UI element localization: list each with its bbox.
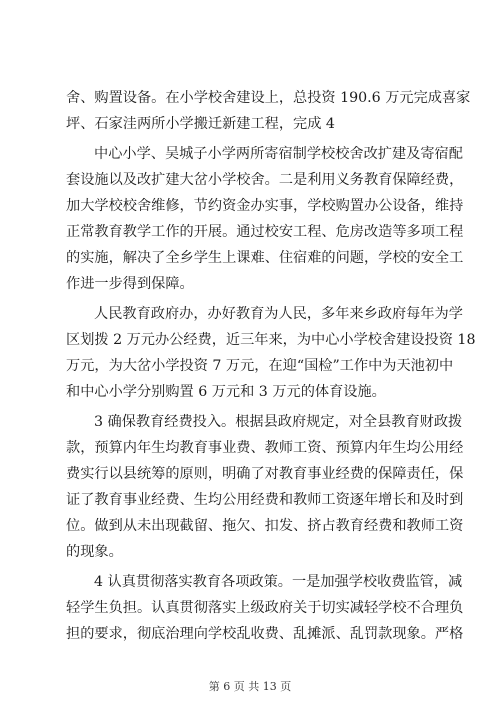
- paragraph: [66, 409, 464, 565]
- text-line: 作进一步得到保障。: [66, 276, 194, 292]
- body-text: [66, 85, 476, 647]
- text-line: 款，预算内年生均教育事业费、教师工资、预算内年生均公用经: [66, 440, 464, 456]
- text-line: 万元，为大岔小学投资 7 万元，在迎“国检”工作中为天池初中: [66, 358, 454, 374]
- text-line: 中心小学、吴城子小学两所寄宿制学校校舍改扩建及寄宿配: [94, 146, 463, 162]
- text-line: 3 确保教育经费投入。根据县政府规定，对全县教育财政拨: [94, 414, 463, 430]
- text-line: 舍、购置设备。在小学校舍建设上，总投资 190.6 万元完成喜家: [66, 90, 471, 106]
- text-line: 证了教育事业经费、生均公用经费和教师工资逐年增长和及时到: [66, 492, 464, 508]
- text-line: 套设施以及改扩建大岔小学校舍。二是利用义务教育保障经费，: [66, 172, 464, 188]
- paragraph: [66, 569, 464, 647]
- text-line: 区划拨 2 万元办公经费，近三年来，为中心小学校舍建设投资 18: [66, 332, 476, 348]
- text-line: 轻学生负担。认真贯彻落实上级政府关于切实减轻学校不合理负: [66, 600, 464, 616]
- text-line: 正常教育教学工作的开展。通过校安工程、危房改造等多项工程: [66, 224, 464, 240]
- text-line: 人民教育政府办，办好教育为人民，多年来乡政府每年为学: [94, 306, 463, 322]
- text-line: 加大学校校舍维修，节约资金办实事，学校购置办公设备，维持: [66, 198, 464, 214]
- text-line: 位。做到从未出现截留、拖欠、扣发、挤占教育经费和教师工资: [66, 518, 464, 534]
- text-line: 费实行以县统筹的原则，明确了对教育事业经费的保障责任，保: [66, 466, 464, 482]
- text-line: 坪、石家洼两所小学搬迁新建工程，完成 4: [66, 116, 335, 132]
- page-footer: 第 6 页 共 13 页: [208, 680, 292, 693]
- paragraph: [66, 301, 476, 405]
- text-line: 担的要求，彻底治理向学校乱收费、乱摊派、乱罚款现象。严格: [66, 626, 464, 642]
- paragraph: [66, 85, 471, 137]
- text-line: 4 认真贯彻落实教育各项政策。一是加强学校收费监管，减: [94, 574, 463, 590]
- text-line: 的实施，解决了全乡学生上课难、住宿难的问题，学校的安全工: [66, 250, 464, 266]
- paragraph: [66, 141, 464, 297]
- text-line: 和中心小学分别购置 6 万元和 3 万元的体育设施。: [66, 384, 386, 400]
- text-line: 的现象。: [66, 544, 123, 560]
